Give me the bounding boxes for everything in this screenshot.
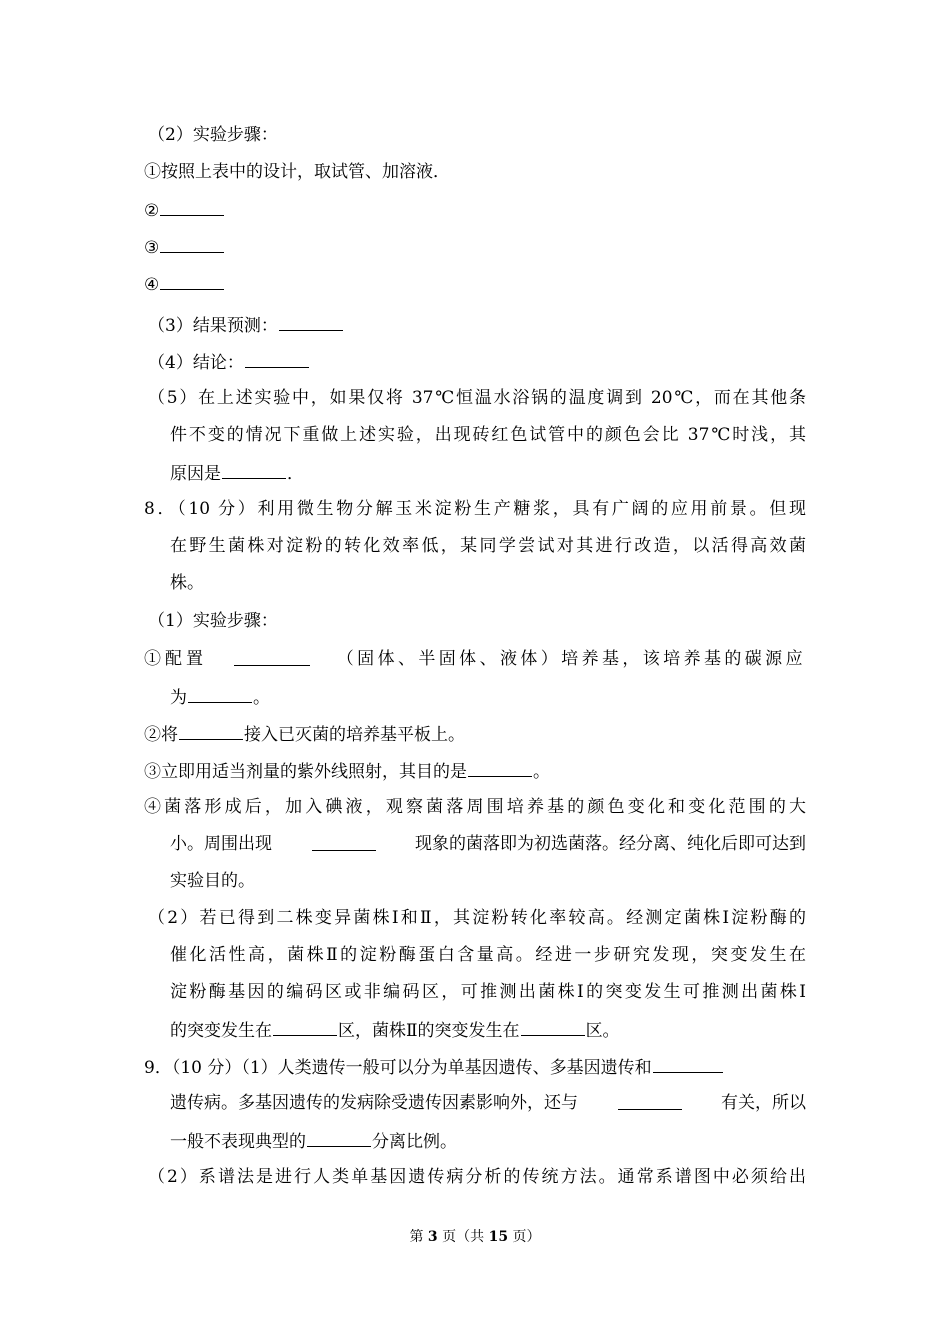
text-line: （2）实验步骤： bbox=[148, 125, 278, 145]
question-8-header: 8．（10 分）利用微生物分解玉米淀粉生产糖浆，具有广阔的应用前景。但现 bbox=[144, 499, 806, 519]
total-pages: 15 bbox=[488, 1229, 509, 1245]
text-segment: 区，菌株Ⅱ的突变发生在 bbox=[338, 1021, 520, 1041]
text-segment: 接入已灭菌的培养基平板上。 bbox=[244, 725, 465, 745]
text-segment: 有关，所以 bbox=[721, 1093, 806, 1113]
text-line bbox=[170, 1129, 457, 1151]
answer-blank bbox=[222, 461, 286, 479]
answer-blank bbox=[234, 648, 310, 666]
text-segment: （固体、半固体、液体）培养基，该培养基的碳源应 bbox=[336, 649, 806, 669]
text-line: 实验目的。 bbox=[170, 871, 255, 891]
answer-blank bbox=[521, 1018, 585, 1036]
text-line: （2）若已得到二株变异菌株Ⅰ和Ⅱ，其淀粉转化率较高。经测定菌株Ⅰ淀粉酶的 bbox=[148, 908, 806, 928]
text-line bbox=[144, 722, 465, 744]
answer-blank bbox=[160, 272, 224, 290]
text-line bbox=[170, 461, 304, 483]
answer-blank bbox=[307, 1129, 371, 1147]
text-line bbox=[144, 648, 806, 670]
text-segment: ． bbox=[287, 464, 304, 484]
text-line: 淀粉酶基因的编码区或非编码区，可推测出菌株Ⅰ的突变发生可推测出菌株Ⅰ bbox=[170, 982, 806, 1002]
answer-blank bbox=[188, 685, 252, 703]
text-line bbox=[170, 833, 806, 855]
footer-text: 页（共 bbox=[442, 1229, 485, 1245]
answer-blank bbox=[312, 833, 376, 851]
text-segment: ①配置 bbox=[144, 649, 207, 669]
text-line: 催化活性高，菌株Ⅱ的淀粉酶蛋白含量高。经进一步研究发现，突变发生在 bbox=[170, 945, 806, 965]
text-segment: 一般不表现典型的 bbox=[170, 1132, 306, 1152]
text-line bbox=[170, 1018, 620, 1040]
text-segment: 的突变发生在 bbox=[170, 1021, 272, 1041]
text-segment: 。 bbox=[253, 688, 270, 708]
text-line bbox=[144, 235, 225, 257]
text-segment: 现象的菌落即为初选菌落。经分离、纯化后即可达到 bbox=[415, 834, 806, 854]
text-line bbox=[144, 759, 550, 781]
text-segment: ③立即用适当剂量的紫外线照射，其目的是 bbox=[144, 762, 467, 782]
text-line: （2）系谱法是进行人类单基因遗传病分析的传统方法。通常系谱图中必须给出 bbox=[148, 1167, 806, 1187]
step-marker: ④ bbox=[144, 275, 160, 295]
answer-blank bbox=[245, 350, 309, 368]
text-segment: 9．（10 分）（1）人类遗传一般可以分为单基因遗传、多基因遗传和 bbox=[144, 1058, 652, 1078]
text-line: 在野生菌株对淀粉的转化效率低，某同学尝试对其进行改造，以活得高效菌 bbox=[170, 536, 806, 556]
footer-text: 第 bbox=[409, 1229, 424, 1245]
text-segment: 为 bbox=[170, 688, 187, 708]
answer-blank bbox=[273, 1018, 337, 1036]
answer-blank bbox=[179, 722, 243, 740]
text-line: ①按照上表中的设计，取试管、加溶液． bbox=[144, 162, 450, 182]
answer-blank bbox=[653, 1055, 723, 1073]
text-line bbox=[170, 1092, 806, 1114]
text-segment: 小。周围出现 bbox=[170, 834, 272, 854]
answer-blank bbox=[160, 198, 224, 216]
page-footer bbox=[0, 1228, 950, 1246]
text-line: 株。 bbox=[170, 573, 204, 593]
text-segment: 区。 bbox=[585, 1021, 620, 1041]
page-number: 3 bbox=[427, 1229, 438, 1245]
text-segment: 原因是 bbox=[170, 464, 221, 484]
text-segment: 。 bbox=[533, 762, 550, 782]
text-line bbox=[144, 198, 225, 220]
text-segment: （4）结论： bbox=[148, 353, 244, 373]
answer-blank bbox=[618, 1092, 682, 1110]
answer-blank bbox=[160, 235, 224, 253]
step-marker: ③ bbox=[144, 238, 160, 258]
text-line bbox=[148, 350, 310, 372]
text-line bbox=[148, 313, 344, 335]
footer-text: 页） bbox=[512, 1229, 541, 1245]
answer-blank bbox=[279, 313, 343, 331]
text-line: ④菌落形成后，加入碘液，观察菌落周围培养基的颜色变化和变化范围的大 bbox=[144, 797, 806, 817]
text-segment: （3）结果预测： bbox=[148, 316, 278, 336]
text-line: 件不变的情况下重做上述实验，出现砖红色试管中的颜色会比 37℃时浅，其 bbox=[170, 425, 806, 445]
step-marker: ② bbox=[144, 201, 160, 221]
text-segment: 遗传病。多基因遗传的发病除受遗传因素影响外，还与 bbox=[170, 1093, 578, 1113]
text-line bbox=[144, 272, 225, 294]
text-line: （5）在上述实验中，如果仅将 37℃恒温水浴锅的温度调到 20℃，而在其他条 bbox=[148, 388, 806, 408]
question-9-header bbox=[144, 1055, 724, 1077]
text-line: （1）实验步骤： bbox=[148, 611, 278, 631]
text-segment: 分离比例。 bbox=[372, 1132, 457, 1152]
answer-blank bbox=[468, 759, 532, 777]
text-segment: ②将 bbox=[144, 725, 178, 745]
text-line bbox=[170, 685, 270, 707]
